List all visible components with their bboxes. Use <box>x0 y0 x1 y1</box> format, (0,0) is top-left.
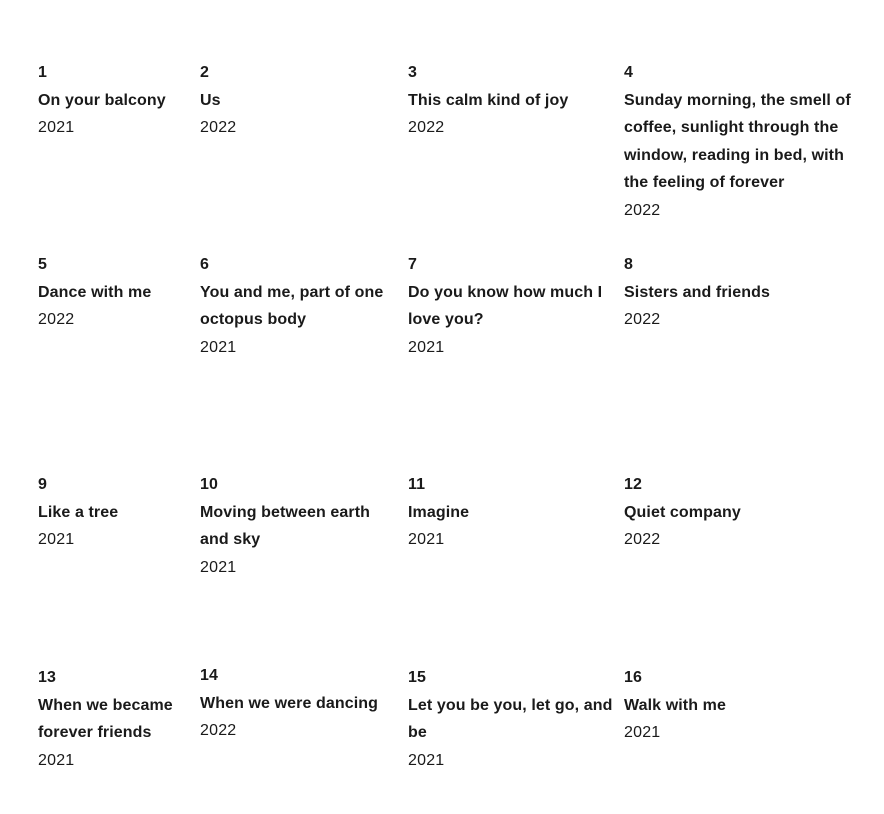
work-number: 14 <box>200 667 218 684</box>
work-number: 16 <box>624 669 642 686</box>
work-title: Sunday morning, the smell of coffee, sunlight through the window, reading in bed, with the feeling of forever <box>624 91 851 191</box>
work-year: 2021 <box>38 531 75 548</box>
work-year: 2021 <box>408 751 445 769</box>
work-title: Imagine <box>408 503 470 521</box>
work-title: Walk with me <box>624 696 726 714</box>
work-year: 2022 <box>624 531 661 548</box>
work-item[interactable] <box>38 59 188 142</box>
work-year: 2022 <box>38 311 75 328</box>
work-item[interactable] <box>408 251 613 361</box>
work-number: 3 <box>408 64 417 81</box>
work-number: 11 <box>408 476 426 493</box>
work-item[interactable] <box>200 662 395 745</box>
work-year: 2021 <box>200 558 237 576</box>
work-number: 10 <box>200 476 218 493</box>
work-number: 1 <box>38 64 47 81</box>
work-title: When we were dancing <box>200 694 379 712</box>
work-item[interactable] <box>408 59 613 142</box>
work-number: 7 <box>408 256 417 273</box>
work-item[interactable] <box>200 59 395 142</box>
work-title: Do you know how much I love you? <box>408 283 603 328</box>
work-year: 2022 <box>624 201 661 219</box>
work-number: 13 <box>38 669 56 686</box>
work-year: 2021 <box>38 751 75 769</box>
work-year: 2021 <box>408 531 445 548</box>
work-title: Us <box>200 91 221 109</box>
work-year: 2021 <box>408 338 445 356</box>
work-number: 4 <box>624 64 633 81</box>
work-title: You and me, part of one octopus body <box>200 283 384 328</box>
work-title: When we became forever friends <box>38 696 173 741</box>
work-year: 2022 <box>200 722 237 739</box>
work-item[interactable] <box>200 251 395 361</box>
work-title: Sisters and friends <box>624 283 770 301</box>
work-title: Dance with me <box>38 283 152 301</box>
work-title: Like a tree <box>38 503 119 521</box>
work-item[interactable] <box>38 664 188 774</box>
work-number: 2 <box>200 64 209 81</box>
work-item[interactable] <box>624 251 859 334</box>
work-item[interactable] <box>624 471 859 554</box>
work-year: 2021 <box>624 724 661 741</box>
work-year: 2021 <box>38 119 75 136</box>
work-title: On your balcony <box>38 91 166 109</box>
work-title: Moving between earth and sky <box>200 503 371 548</box>
work-year: 2022 <box>408 119 445 136</box>
work-year: 2022 <box>200 119 237 136</box>
work-item[interactable] <box>624 59 859 224</box>
work-item[interactable] <box>408 664 613 774</box>
work-year: 2022 <box>624 311 661 328</box>
work-title: Quiet company <box>624 503 741 521</box>
work-number: 12 <box>624 476 642 493</box>
work-item[interactable] <box>200 471 395 581</box>
work-item[interactable] <box>408 471 613 554</box>
work-number: 5 <box>38 256 47 273</box>
work-number: 8 <box>624 256 633 273</box>
work-number: 9 <box>38 476 47 493</box>
work-number: 6 <box>200 256 209 273</box>
work-item[interactable] <box>38 251 188 334</box>
work-item[interactable] <box>624 664 859 747</box>
work-number: 15 <box>408 669 426 686</box>
work-title: This calm kind of joy <box>408 91 569 109</box>
work-item[interactable] <box>38 471 188 554</box>
work-title: Let you be you, let go, and be <box>408 696 613 741</box>
work-year: 2021 <box>200 338 237 356</box>
